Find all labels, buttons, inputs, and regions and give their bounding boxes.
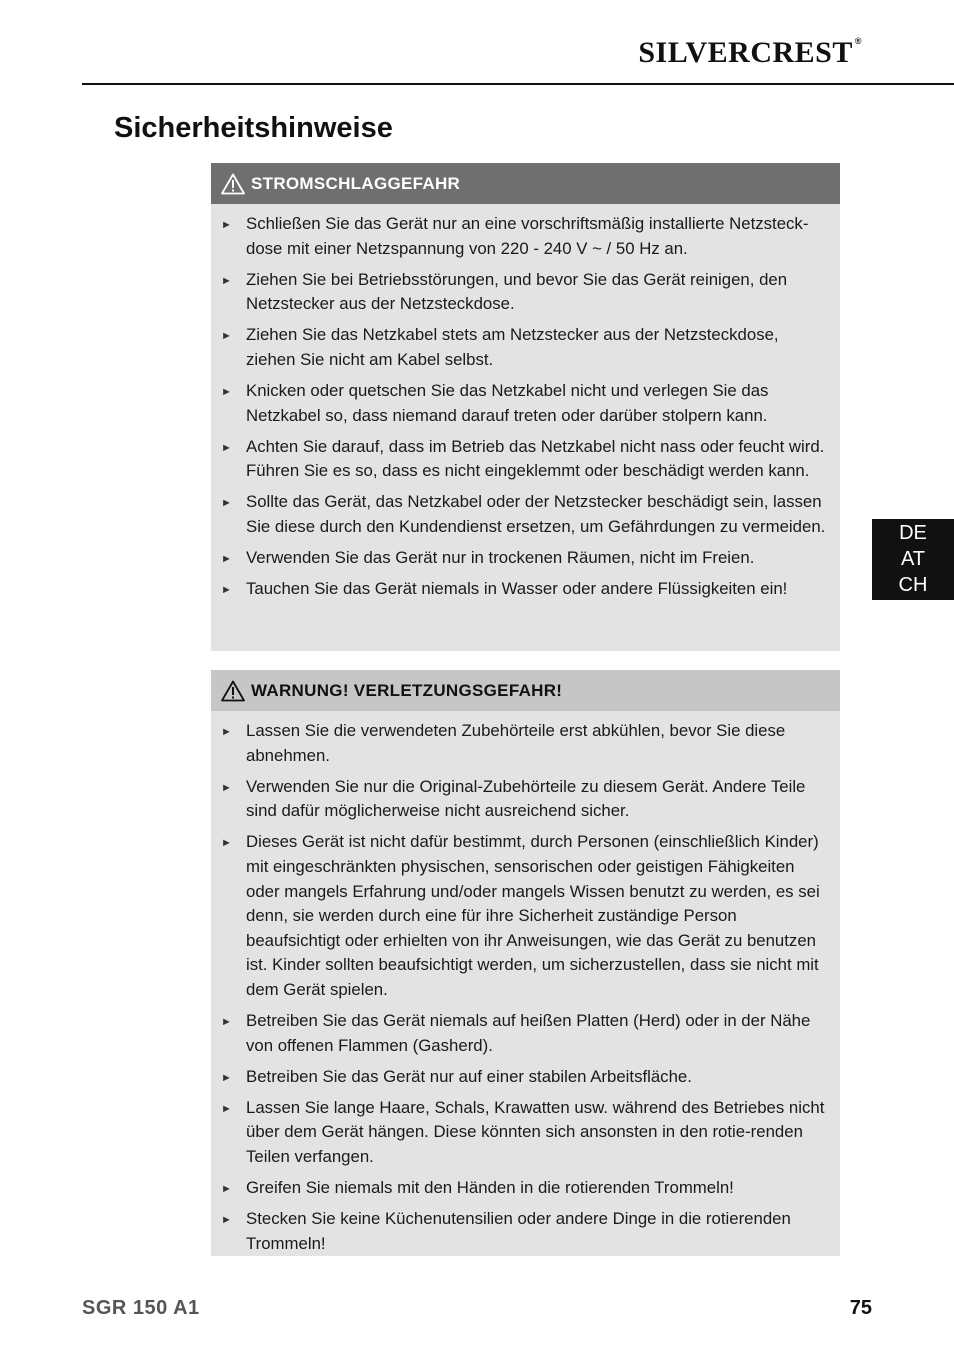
bullet-arrow-icon: ► xyxy=(221,497,232,510)
section-title: STROMSCHLAGGEFAHR xyxy=(251,173,461,193)
list-item-text: Verwenden Sie das Gerät nur in trockenen Räumen, nicht im Freien. xyxy=(246,548,755,568)
list-item xyxy=(221,830,830,1002)
section-header xyxy=(211,163,840,204)
list-item-text: Tauchen Sie das Gerät niemals in Wasser oder andere Flüssigkeiten ein! xyxy=(246,579,788,599)
bullet-arrow-icon: ► xyxy=(221,553,232,566)
list-item-text: Stecken Sie keine Küchenutensilien oder andere Dinge in die rotierenden Trommeln! xyxy=(246,1209,791,1253)
list-item-text: Verwenden Sie nur die Original-Zubehörteile zu diesem Gerät. Andere Teile sind dafür möglicherweise nicht ausreichend sicher. xyxy=(246,776,806,821)
bullet-list xyxy=(211,204,840,602)
model-number: SGR 150 A1 xyxy=(82,1297,200,1319)
list-item xyxy=(221,546,830,571)
list-item xyxy=(221,1207,830,1256)
page-number: 75 xyxy=(849,1297,872,1319)
bullet-arrow-icon: ► xyxy=(221,330,232,343)
list-item-text: Betreiben Sie das Gerät niemals auf heißen Platten (Herd) oder in der Nähe von offenen Flammen (Gasherd). xyxy=(246,1011,811,1055)
bullet-arrow-icon: ► xyxy=(221,584,232,597)
header-rule xyxy=(82,83,954,85)
list-item-text: Greifen Sie niemals mit den Händen in die rotierenden Trommeln! xyxy=(246,1178,734,1198)
list-item xyxy=(221,775,830,824)
list-item xyxy=(221,577,830,602)
bullet-arrow-icon: ► xyxy=(221,274,232,287)
bullet-arrow-icon: ► xyxy=(221,1071,232,1084)
bullet-arrow-icon: ► xyxy=(221,1016,232,1029)
list-item-text: Ziehen Sie bei Betriebsstörungen, und bevor Sie das Gerät reinigen, den Netzstecker aus der Netzsteckdose. xyxy=(246,269,788,314)
warning-triangle-icon xyxy=(221,680,245,702)
section-title: WARNUNG! VERLETZUNGSGEFAHR! xyxy=(251,680,563,700)
list-item xyxy=(221,1176,830,1201)
list-item-text: Dieses Gerät ist nicht dafür bestimmt, durch Personen (einschließlich Kinder) mit eingeschränkten physischen, sensorischen oder geistigen Fähigkeiten oder mangels Erfahrung und/oder mangels Wissen benutzt zu werden, es sei denn, sie werden durch eine für ihre Sicherheit zuständige Person beaufsichtigt oder erhielten von ihr Anweisungen, wie das Gerät zu benutzen ist. Kinder sollten beaufsichtigt werden, um sicherzustellen, dass sie nicht mit dem Gerät spielen. xyxy=(246,832,820,999)
bullet-arrow-icon: ► xyxy=(221,219,232,231)
brand-name: SILVERCREST xyxy=(638,36,853,69)
list-item xyxy=(221,435,830,484)
bullet-list xyxy=(211,711,840,1256)
bullet-arrow-icon: ► xyxy=(221,1102,232,1115)
list-item xyxy=(221,379,830,428)
bullet-arrow-icon: ► xyxy=(221,441,232,454)
list-item xyxy=(221,268,830,317)
list-item xyxy=(221,1096,830,1170)
injury-warning-box xyxy=(211,670,840,1256)
language-tab xyxy=(872,519,954,600)
list-item-text: Betreiben Sie das Gerät nur auf einer stabilen Arbeitsfläche. xyxy=(246,1066,692,1086)
list-item xyxy=(221,1065,830,1090)
warning-triangle-icon xyxy=(221,173,245,195)
bullet-arrow-icon: ► xyxy=(221,726,232,738)
list-item-text: Ziehen Sie das Netzkabel stets am Netzstecker aus der Netzsteckdose, ziehen Sie nicht am Kabel selbst. xyxy=(246,325,779,369)
list-item-text: Lassen Sie die verwendeten Zubehörteile erst abkühlen, bevor Sie diese abnehmen. xyxy=(246,721,786,765)
list-item xyxy=(221,1009,830,1058)
section-header xyxy=(211,670,840,711)
list-item-text: Knicken oder quetschen Sie das Netzkabel nicht und verlegen Sie das Netzkabel so, dass niemand darauf treten oder darüber stolpern kann. xyxy=(246,381,769,425)
page-title: Sicherheitshinweise xyxy=(114,112,393,144)
language-code-at: AT xyxy=(900,548,926,570)
bullet-arrow-icon: ► xyxy=(221,386,232,399)
list-item xyxy=(221,719,830,768)
list-item-text: Sollte das Gerät, das Netzkabel oder der Netzstecker beschädigt sein, lassen Sie diese durch den Kundendienst ersetzen, um Gefährdungen zu vermeiden. xyxy=(246,492,826,537)
bullet-arrow-icon: ► xyxy=(221,1183,232,1196)
list-item xyxy=(221,323,830,372)
list-item xyxy=(221,212,830,261)
list-item xyxy=(221,490,830,539)
bullet-arrow-icon: ► xyxy=(221,837,232,850)
language-code-de: DE xyxy=(899,522,927,544)
bullet-arrow-icon: ► xyxy=(221,1214,232,1227)
list-item-text: Schließen Sie das Gerät nur an eine vorschriftsmäßig installierte Netzsteck-dose mit einer Netzspannung von 220 - 240 V ~ / 50 Hz an. xyxy=(246,214,809,258)
brand-logo xyxy=(638,36,862,70)
electric-shock-warning-box xyxy=(211,163,840,651)
bullet-arrow-icon: ► xyxy=(221,781,232,794)
registered-mark: ® xyxy=(854,36,862,46)
list-item-text: Lassen Sie lange Haare, Schals, Krawatten usw. während des Betriebes nicht über dem Gerät hängen. Diese könnten sich ansonsten in den rotie-renden Teilen verfangen. xyxy=(246,1097,825,1166)
language-code-ch: CH xyxy=(898,574,928,596)
list-item-text: Achten Sie darauf, dass im Betrieb das Netzkabel nicht nass oder feucht wird. Führen Sie es so, dass es nicht eingeklemmt oder beschädigt werden kann. xyxy=(246,436,825,481)
